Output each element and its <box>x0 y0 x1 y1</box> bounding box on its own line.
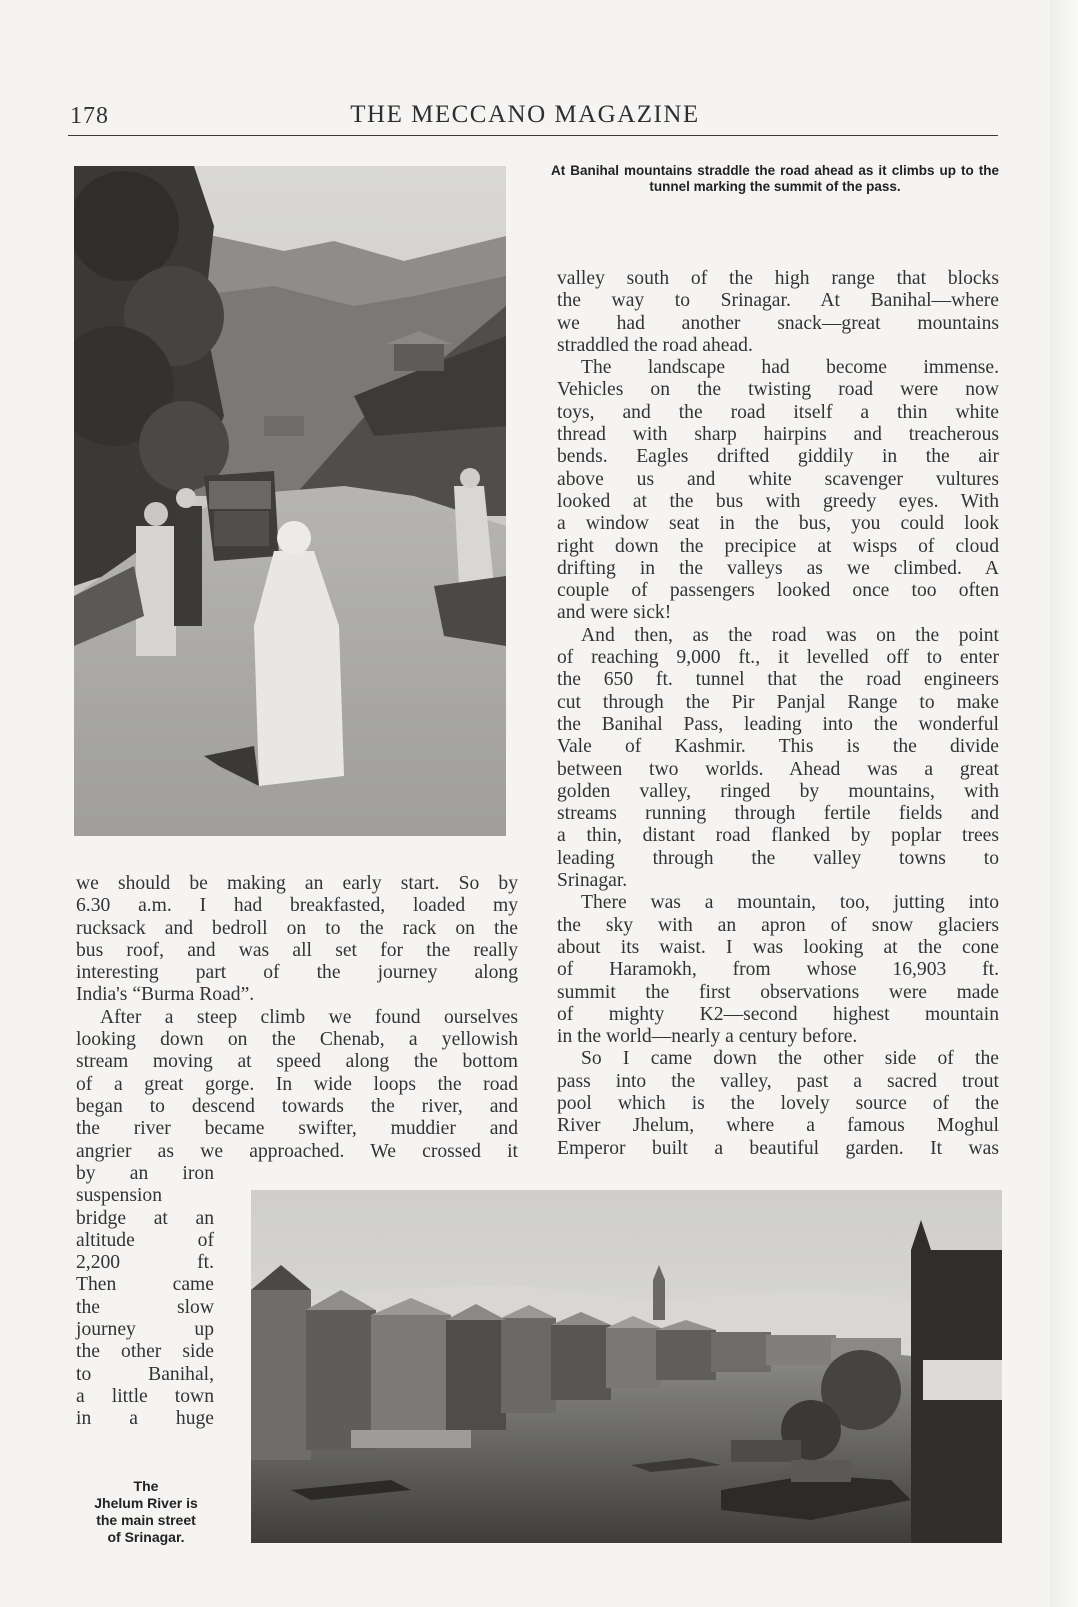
text-line: about its waist. I was looking at the cone <box>557 936 999 958</box>
text-line: the river became swifter, muddier and <box>76 1118 518 1140</box>
text-line: we had another snack—great mountains <box>557 312 999 334</box>
text-line: summit the first observations were made <box>557 981 999 1003</box>
text-line: in the world—nearly a century before. <box>557 1026 858 1048</box>
text-line: of reaching 9,000 ft., it levelled off to enter <box>557 647 999 669</box>
text-line: 6.30 a.m. I had breakfasted, loaded my <box>76 895 518 917</box>
text-line: bridge at an <box>76 1207 214 1229</box>
text-line: angrier as we approached. We crossed it <box>76 1140 518 1162</box>
text-line: of Haramokh, from whose 16,903 ft. <box>557 959 999 981</box>
text-line: The landscape had become immense. <box>581 357 999 379</box>
caption-line: Jhelum River is <box>94 1495 198 1511</box>
caption-top-photo: At Banihal mountains straddle the road ahead as it climbs up to the tunnel marking the summit of the pass. <box>551 163 999 194</box>
text-line: Srinagar. <box>557 870 628 892</box>
text-line: River Jhelum, where a famous Moghul <box>557 1115 999 1137</box>
text-line: a thin, distant road flanked by poplar trees <box>557 825 999 847</box>
photo-jhelum-river <box>251 1190 1002 1543</box>
text-line: to Banihal, <box>76 1363 214 1385</box>
text-line: stream moving at speed along the bottom <box>76 1051 518 1073</box>
text-line: rucksack and bedroll on to the rack on the <box>76 917 518 939</box>
text-line: streams running through fertile fields and <box>557 803 999 825</box>
text-line: thread with sharp hairpins and treacherous <box>557 424 999 446</box>
text-line: the 650 ft. tunnel that the road engineers <box>557 669 999 691</box>
text-line: and were sick! <box>557 602 672 624</box>
text-line: Emperor built a beautiful garden. It was <box>557 1137 999 1159</box>
text-line: couple of passengers looked once too often <box>557 580 999 602</box>
text-line: valley south of the high range that blocks <box>557 268 999 289</box>
page-edge-shadow <box>1050 0 1078 1607</box>
text-line: pool which is the lovely source of the <box>557 1092 999 1114</box>
text-line: There was a mountain, too, jutting into <box>581 892 999 914</box>
text-line: of mighty K2—second highest mountain <box>557 1003 999 1025</box>
caption-line: of Srinagar. <box>107 1529 185 1545</box>
text-line: the other side <box>76 1341 214 1363</box>
text-line: of a great gorge. In wide loops the road <box>76 1073 518 1095</box>
text-line: cut through the Pir Panjal Range to make <box>557 691 999 713</box>
left-column-text <box>76 873 518 1163</box>
text-line: leading through the valley towns to <box>557 847 999 869</box>
text-line: suspension <box>76 1185 163 1207</box>
text-line: drifting in the valleys as we climbed. A <box>557 557 999 579</box>
text-line: the sky with an apron of snow glaciers <box>557 914 999 936</box>
text-line: between two worlds. Ahead was a great <box>557 758 999 780</box>
text-line: pass into the valley, past a sacred trout <box>557 1070 999 1092</box>
text-line: looked at the bus with greedy eyes. With <box>557 490 999 512</box>
right-column-text <box>557 268 999 1160</box>
text-line: Vehicles on the twisting road were now <box>557 379 999 401</box>
text-line: altitude of <box>76 1229 214 1251</box>
magazine-title: THE MECCANO MAGAZINE <box>350 101 700 128</box>
text-line: looking down on the Chenab, a yellowish <box>76 1029 518 1051</box>
caption-line: the main street <box>96 1512 196 1528</box>
text-line: And then, as the road was on the point <box>581 624 999 646</box>
caption-line: The <box>133 1478 159 1494</box>
photo-banihal-road <box>74 166 506 836</box>
text-line: journey up <box>76 1319 214 1341</box>
text-line: above us and white scavenger vultures <box>557 468 999 490</box>
text-line: After a steep climb we found ourselves <box>100 1006 518 1028</box>
text-line: right down the precipice at wisps of cloud <box>557 535 999 557</box>
text-line: Vale of Kashmir. This is the divide <box>557 736 999 758</box>
text-line: began to descend towards the river, and <box>76 1095 518 1117</box>
text-line: straddled the road ahead. <box>557 334 753 356</box>
text-line: India's “Burma Road”. <box>76 984 255 1006</box>
header-rule <box>68 135 998 136</box>
text-line: the slow <box>76 1296 214 1318</box>
text-line: a little town <box>76 1385 214 1407</box>
text-line: the way to Srinagar. At Banihal—where <box>557 290 999 312</box>
text-line: in a huge <box>76 1408 214 1430</box>
text-line: a window seat in the bus, you could look <box>557 513 999 535</box>
text-line: bends. Eagles drifted giddily in the air <box>557 446 999 468</box>
text-line: So I came down the other side of the <box>581 1048 999 1070</box>
text-line: Then came <box>76 1274 214 1296</box>
text-line: bus roof, and was all set for the really <box>76 939 518 961</box>
page-number: 178 <box>70 103 109 129</box>
text-line: interesting part of the journey along <box>76 962 518 984</box>
text-line: we should be making an early start. So by <box>76 873 518 894</box>
text-line: 2,200 ft. <box>76 1252 214 1274</box>
text-line: by an iron <box>76 1163 214 1184</box>
text-line: golden valley, ringed by mountains, with <box>557 780 999 802</box>
narrow-column-text <box>76 1163 214 1431</box>
caption-bottom-photo <box>72 1478 220 1546</box>
text-line: the Banihal Pass, leading into the wonderful <box>557 713 999 735</box>
text-line: toys, and the road itself a thin white <box>557 401 999 423</box>
